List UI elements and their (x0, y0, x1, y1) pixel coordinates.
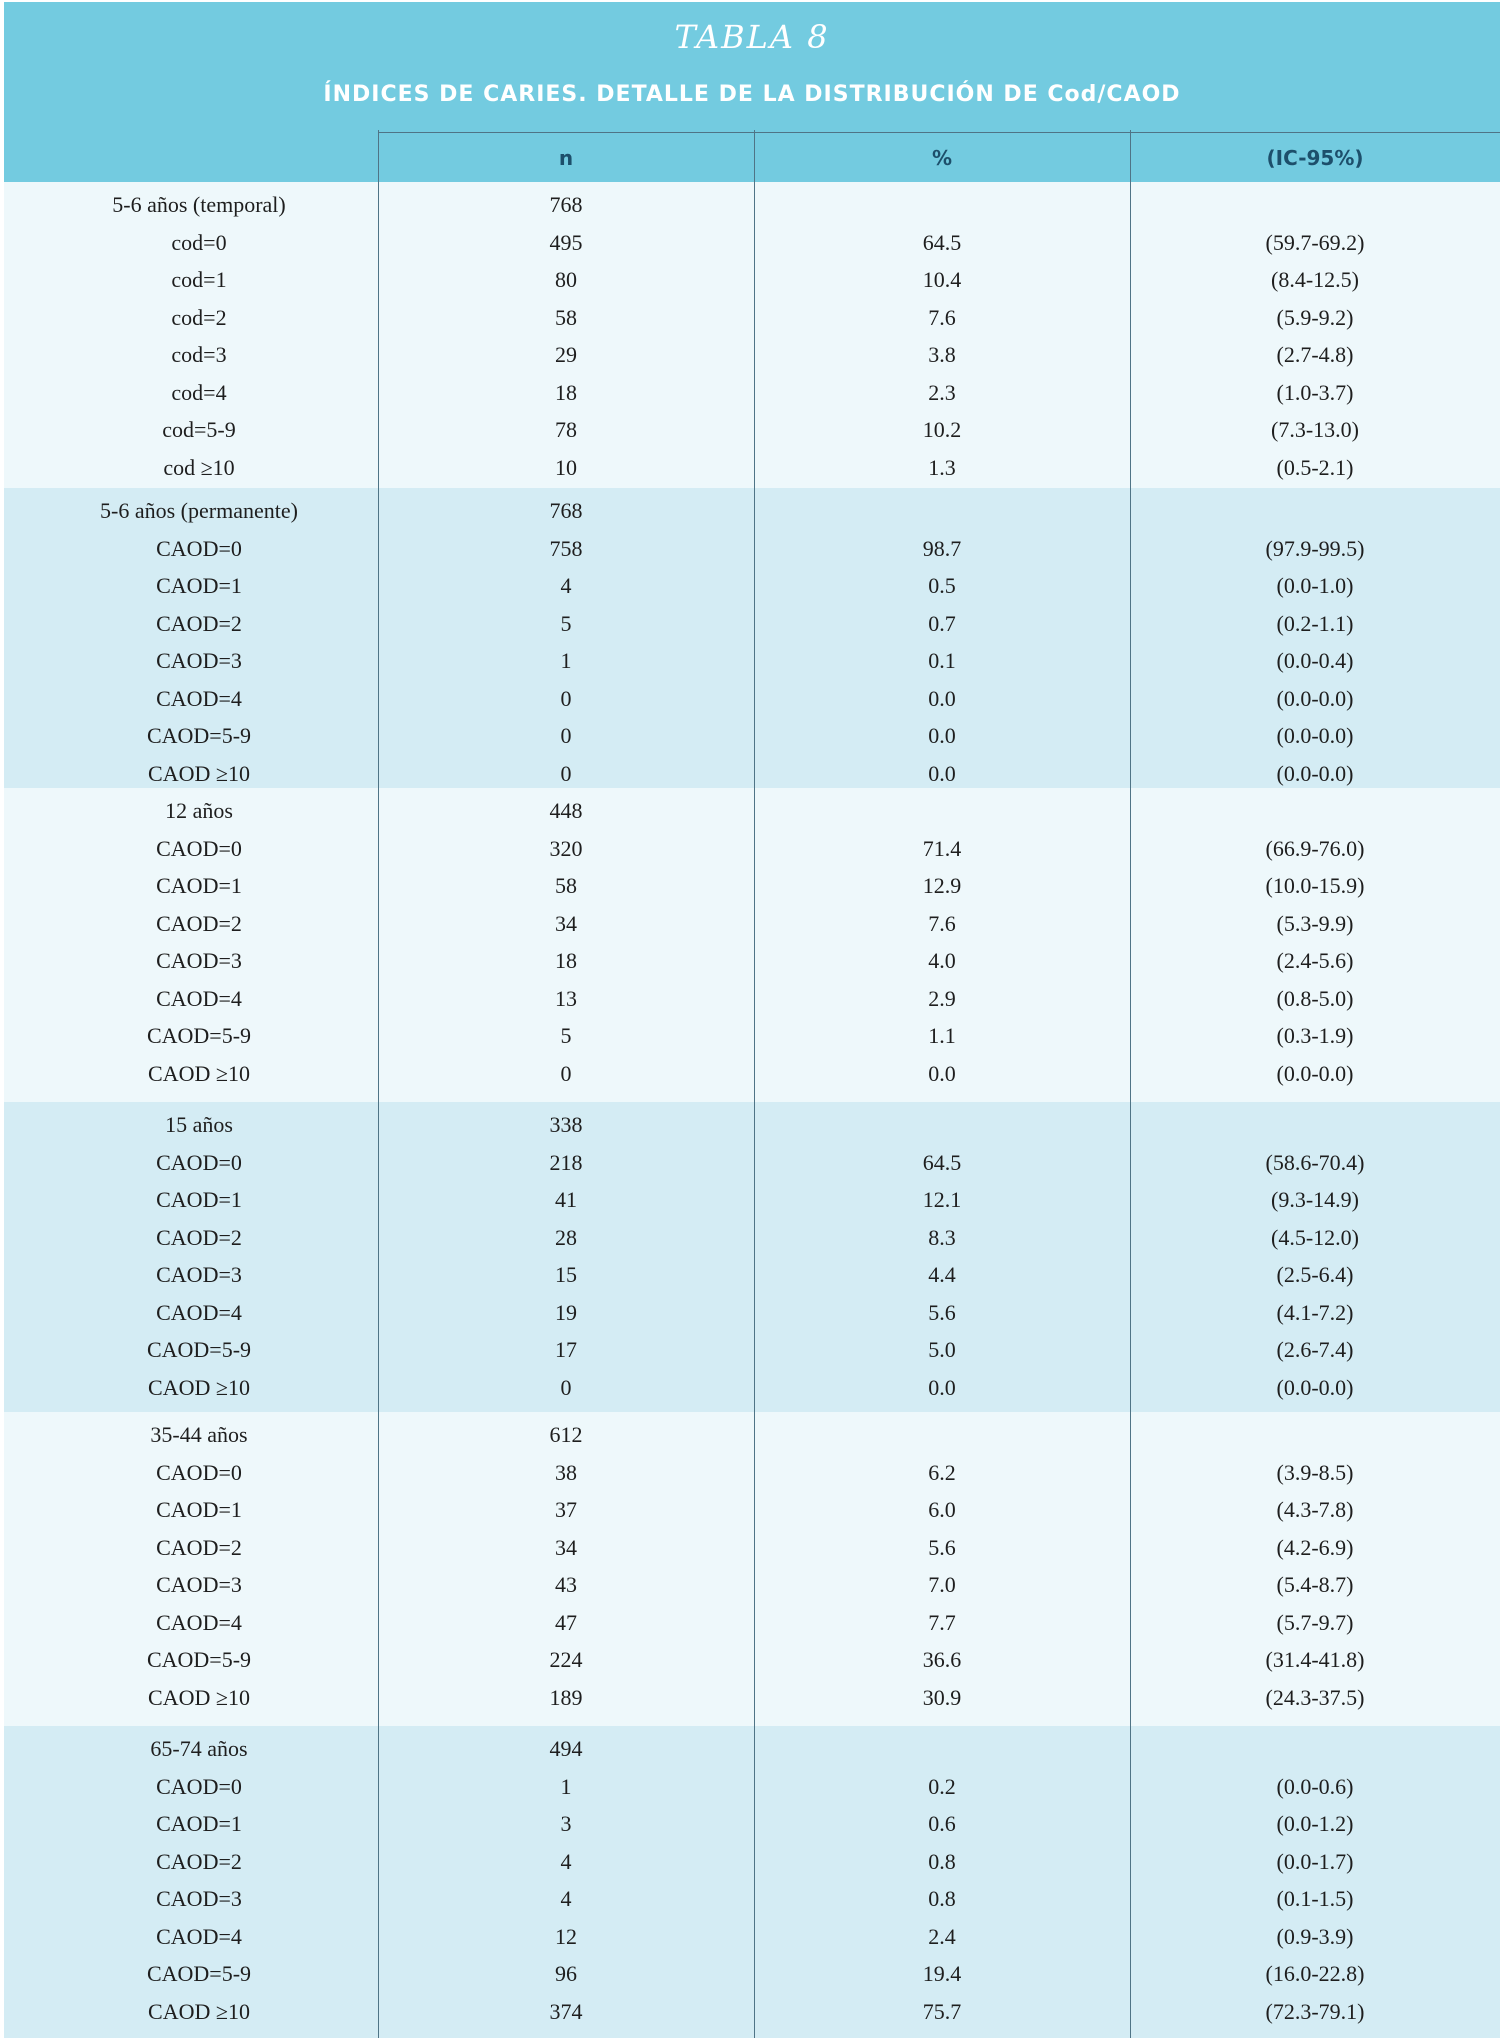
cell-ci: (0.0-1.0) (1276, 573, 1354, 598)
row-label: CAOD=4 (156, 985, 242, 1011)
cell-percent: 0.1 (928, 648, 956, 673)
cell-n: 4 (560, 1848, 572, 1874)
table-row (4, 1880, 1500, 1918)
cell-n: 78 (555, 417, 577, 442)
cell-n: 15 (555, 1262, 577, 1287)
row-label: 65-74 años (150, 1736, 248, 1761)
cell-n: 12 (555, 1923, 577, 1949)
cell-n: 10 (555, 454, 577, 480)
cell-percent: 7.7 (928, 1609, 956, 1635)
table-row (4, 1017, 1500, 1055)
table-row (4, 1641, 1500, 1679)
row-label: CAOD=1 (156, 573, 242, 598)
cell-percent: 3.8 (928, 342, 956, 367)
cell-percent: 71.4 (922, 835, 962, 861)
cell-percent: 64.5 (922, 229, 962, 255)
cell-ci: (0.1-1.5) (1276, 1886, 1354, 1911)
cell-n: 96 (555, 1961, 577, 1986)
cell-n: 0 (560, 1374, 572, 1400)
cell-percent: 1.1 (928, 1023, 956, 1048)
cell-n: 5 (560, 1023, 572, 1048)
table-row (4, 1805, 1500, 1843)
row-label: CAOD=1 (156, 1497, 242, 1522)
cell-ci: (16.0-22.8) (1265, 1961, 1365, 1986)
cell-ci: (0.2-1.1) (1276, 610, 1354, 636)
table-body (4, 182, 1500, 2038)
cell-ci: (0.0-0.4) (1276, 648, 1354, 673)
row-label: CAOD=5-9 (146, 723, 252, 748)
cell-n: 19 (555, 1299, 577, 1325)
table-row (4, 567, 1500, 605)
cell-ci: (24.3-37.5) (1265, 1684, 1365, 1710)
cell-n: 1 (560, 648, 572, 673)
cell-ci: (0.0-0.0) (1276, 760, 1354, 786)
header-divider (378, 132, 1500, 133)
table-row (4, 1679, 1500, 1717)
row-label: cod=0 (171, 229, 227, 255)
row-label: CAOD=3 (156, 1886, 242, 1911)
group-header-row (4, 1106, 1500, 1144)
cell-percent: 0.2 (928, 1773, 956, 1799)
cell-n: 13 (555, 985, 577, 1011)
cell-ci: (5.4-8.7) (1276, 1572, 1354, 1597)
cell-n: 80 (555, 267, 577, 292)
row-label: CAOD=3 (156, 648, 242, 673)
cell-n: 448 (549, 798, 583, 823)
table-row (4, 1181, 1500, 1219)
row-group (4, 788, 1500, 1102)
cell-percent: 12.9 (922, 873, 962, 898)
column-divider (754, 130, 755, 2038)
row-label: CAOD ≥10 (148, 1998, 250, 2024)
row-label: CAOD=1 (156, 1187, 242, 1212)
cell-ci: (0.0-0.0) (1276, 1374, 1354, 1400)
row-group (4, 1726, 1500, 2038)
cell-n: 1 (560, 1773, 572, 1799)
cell-ci: (8.4-12.5) (1271, 267, 1359, 292)
table-row (4, 1604, 1500, 1642)
table-row (4, 905, 1500, 943)
cell-n: 494 (549, 1736, 583, 1761)
group-header-row (4, 186, 1500, 224)
cell-ci: (7.3-13.0) (1271, 417, 1359, 442)
cell-percent: 6.0 (928, 1497, 956, 1522)
cell-percent: 12.1 (922, 1187, 962, 1212)
cell-ci: (2.5-6.4) (1276, 1262, 1354, 1287)
cell-ci: (31.4-41.8) (1265, 1647, 1365, 1672)
row-label: CAOD=0 (156, 535, 242, 561)
table-header (4, 2, 1500, 182)
table-row (4, 1843, 1500, 1881)
row-label: CAOD=0 (156, 835, 242, 861)
cell-percent: 0.0 (928, 1060, 956, 1086)
row-label: CAOD ≥10 (148, 1060, 250, 1086)
row-label: CAOD=4 (156, 1923, 242, 1949)
cell-n: 768 (549, 192, 583, 217)
table-row (4, 717, 1500, 755)
table-row (4, 530, 1500, 568)
cell-n: 0 (560, 685, 572, 711)
row-label: cod=1 (171, 267, 227, 292)
cell-ci: (0.0-1.2) (1276, 1811, 1354, 1836)
cell-percent: 8.3 (928, 1224, 956, 1250)
table-row (4, 1529, 1500, 1567)
cell-ci: (2.7-4.8) (1276, 342, 1354, 367)
row-label: CAOD=1 (156, 1811, 242, 1836)
cell-percent: 0.0 (928, 685, 956, 711)
table-row (4, 336, 1500, 374)
cell-n: 0 (560, 1060, 572, 1086)
row-label: 15 años (165, 1112, 233, 1137)
table-row (4, 1055, 1500, 1093)
table-row (4, 1331, 1500, 1369)
cell-percent: 19.4 (922, 1961, 962, 1986)
row-label: 35-44 años (150, 1422, 248, 1447)
cell-ci: (0.0-0.0) (1276, 723, 1354, 748)
cell-percent: 5.0 (928, 1337, 956, 1362)
cell-ci: (0.0-0.0) (1276, 1060, 1354, 1086)
cell-ci: (0.3-1.9) (1276, 1023, 1354, 1048)
row-label: CAOD ≥10 (148, 760, 250, 786)
cell-n: 47 (555, 1609, 577, 1635)
row-label: 5-6 años (temporal) (112, 192, 286, 217)
row-label: cod=2 (171, 304, 227, 330)
row-label: CAOD=2 (156, 1848, 242, 1874)
table-row (4, 1256, 1500, 1294)
cell-percent: 98.7 (922, 535, 962, 561)
cell-percent: 7.0 (928, 1572, 956, 1597)
table-row (4, 605, 1500, 643)
cell-n: 18 (555, 379, 577, 405)
table-row (4, 1454, 1500, 1492)
cell-n: 374 (549, 1998, 583, 2024)
cell-percent: 10.2 (922, 417, 962, 442)
cell-ci: (0.5-2.1) (1276, 454, 1354, 480)
row-group (4, 1102, 1500, 1412)
row-label: CAOD ≥10 (148, 1684, 250, 1710)
table-row (4, 299, 1500, 337)
column-header-percent: % (931, 146, 953, 170)
table-row (4, 1566, 1500, 1604)
cell-percent: 0.0 (928, 760, 956, 786)
cell-percent: 5.6 (928, 1299, 956, 1325)
cell-ci: (4.2-6.9) (1276, 1534, 1354, 1560)
cell-ci: (9.3-14.9) (1271, 1187, 1359, 1212)
row-label: CAOD=4 (156, 1299, 242, 1325)
cell-ci: (4.5-12.0) (1271, 1224, 1359, 1250)
table-row (4, 1144, 1500, 1182)
row-label: 12 años (165, 798, 233, 823)
table-row (4, 1993, 1500, 2031)
column-divider (378, 130, 379, 2038)
table-row (4, 224, 1500, 262)
column-header-n: n (558, 146, 574, 170)
cell-percent: 0.6 (928, 1811, 956, 1836)
table-row (4, 1955, 1500, 1993)
cell-percent: 0.8 (928, 1848, 956, 1874)
cell-ci: (0.0-1.7) (1276, 1848, 1354, 1874)
table-row (4, 1294, 1500, 1332)
column-header-row (4, 132, 1500, 184)
cell-percent: 4.0 (928, 948, 956, 973)
cell-ci: (5.9-9.2) (1276, 304, 1354, 330)
cell-percent: 2.9 (928, 985, 956, 1011)
row-label: 5-6 años (permanente) (100, 498, 298, 523)
table-row (4, 1918, 1500, 1956)
row-label: CAOD=2 (156, 910, 242, 936)
row-label: CAOD=5-9 (146, 1647, 252, 1672)
cell-percent: 0.8 (928, 1886, 956, 1911)
cell-ci: (0.9-3.9) (1276, 1923, 1354, 1949)
cell-percent: 0.0 (928, 1374, 956, 1400)
table-row (4, 980, 1500, 1018)
cell-ci: (2.6-7.4) (1276, 1337, 1354, 1362)
cell-n: 612 (549, 1422, 583, 1447)
table-row (4, 374, 1500, 412)
row-group (4, 488, 1500, 788)
cell-n: 4 (560, 1886, 572, 1911)
cell-n: 41 (555, 1187, 577, 1212)
row-label: cod=4 (171, 379, 227, 405)
cell-n: 0 (560, 760, 572, 786)
cell-percent: 0.5 (928, 573, 956, 598)
cell-n: 0 (560, 723, 572, 748)
table-row (4, 1369, 1500, 1407)
row-label: CAOD=3 (156, 948, 242, 973)
cell-n: 4 (560, 573, 572, 598)
row-label: CAOD=5-9 (146, 1337, 252, 1362)
table-row (4, 1219, 1500, 1257)
cell-n: 43 (555, 1572, 577, 1597)
group-header-row (4, 792, 1500, 830)
cell-ci: (5.3-9.9) (1276, 910, 1354, 936)
cell-ci: (0.0-0.6) (1276, 1773, 1354, 1799)
cell-n: 758 (549, 535, 583, 561)
cell-ci: (1.0-3.7) (1276, 379, 1354, 405)
table-row (4, 1768, 1500, 1806)
table-row (4, 1491, 1500, 1529)
table-row (4, 642, 1500, 680)
cell-n: 37 (555, 1497, 577, 1522)
cell-ci: (4.3-7.8) (1276, 1497, 1354, 1522)
table-row (4, 680, 1500, 718)
table-subtitle: ÍNDICES DE CARIES. DETALLE DE LA DISTRIBUCIÓN DE Cod/CAOD (323, 82, 1181, 107)
cell-ci: (5.7-9.7) (1276, 1609, 1354, 1635)
row-label: CAOD=0 (156, 1149, 242, 1175)
cell-ci: (0.0-0.0) (1276, 685, 1354, 711)
cell-percent: 64.5 (922, 1149, 962, 1175)
cell-percent: 30.9 (922, 1684, 962, 1710)
cell-percent: 5.6 (928, 1534, 956, 1560)
cell-percent: 7.6 (928, 910, 956, 936)
row-label: CAOD ≥10 (148, 1374, 250, 1400)
row-label: CAOD=5-9 (146, 1961, 252, 1986)
cell-percent: 6.2 (928, 1459, 956, 1485)
cell-n: 29 (555, 342, 577, 367)
table-row (4, 867, 1500, 905)
cell-percent: 7.6 (928, 304, 956, 330)
cell-n: 34 (555, 1534, 577, 1560)
cell-n: 189 (549, 1684, 583, 1710)
row-label: CAOD=1 (156, 873, 242, 898)
cell-n: 34 (555, 910, 577, 936)
cell-percent: 2.3 (928, 379, 956, 405)
cell-ci: (72.3-79.1) (1265, 1998, 1365, 2024)
row-label: CAOD=3 (156, 1262, 242, 1287)
row-label: CAOD=2 (156, 1224, 242, 1250)
cell-ci: (0.8-5.0) (1276, 985, 1354, 1011)
row-group (4, 1412, 1500, 1726)
cell-percent: 75.7 (922, 1998, 962, 2024)
row-label: CAOD=4 (156, 1609, 242, 1635)
cell-n: 3 (560, 1811, 572, 1836)
row-label: CAOD=2 (156, 1534, 242, 1560)
cell-percent: 0.0 (928, 723, 956, 748)
cell-n: 338 (549, 1112, 583, 1137)
cell-n: 5 (560, 610, 572, 636)
cell-percent: 4.4 (928, 1262, 956, 1287)
cell-n: 58 (555, 873, 577, 898)
row-label: cod ≥10 (163, 454, 235, 480)
cell-n: 28 (555, 1224, 577, 1250)
cell-percent: 0.7 (928, 610, 956, 636)
cell-ci: (58.6-70.4) (1265, 1149, 1365, 1175)
cell-n: 218 (549, 1149, 583, 1175)
cell-n: 768 (549, 498, 583, 523)
cell-percent: 1.3 (928, 454, 956, 480)
row-label: CAOD=0 (156, 1459, 242, 1485)
cell-percent: 10.4 (922, 267, 962, 292)
cell-ci: (66.9-76.0) (1265, 835, 1365, 861)
row-label: cod=3 (171, 342, 227, 367)
table-row (4, 411, 1500, 449)
cell-percent: 36.6 (922, 1647, 962, 1672)
row-label: CAOD=2 (156, 610, 242, 636)
table-row (4, 449, 1500, 487)
cell-percent: 2.4 (928, 1923, 956, 1949)
cell-ci: (10.0-15.9) (1265, 873, 1365, 898)
cell-ci: (97.9-99.5) (1265, 535, 1365, 561)
column-header-ci: (IC-95%) (1266, 146, 1364, 170)
cell-n: 320 (549, 835, 583, 861)
cell-n: 17 (555, 1337, 577, 1362)
group-header-row (4, 1730, 1500, 1768)
cell-n: 38 (555, 1459, 577, 1485)
table-row (4, 261, 1500, 299)
row-group (4, 182, 1500, 488)
cell-ci: (3.9-8.5) (1276, 1459, 1354, 1485)
group-header-row (4, 492, 1500, 530)
cell-ci: (2.4-5.6) (1276, 948, 1354, 973)
table-row (4, 755, 1500, 793)
row-label: CAOD=0 (156, 1773, 242, 1799)
row-label: CAOD=4 (156, 685, 242, 711)
table-row (4, 942, 1500, 980)
cell-n: 495 (549, 229, 583, 255)
row-label: cod=5-9 (162, 417, 236, 442)
group-header-row (4, 1416, 1500, 1454)
table-row (4, 830, 1500, 868)
column-divider (1130, 130, 1131, 2038)
cell-n: 18 (555, 948, 577, 973)
cell-n: 224 (549, 1647, 583, 1672)
cell-ci: (59.7-69.2) (1265, 229, 1365, 255)
cell-n: 58 (555, 304, 577, 330)
cell-ci: (4.1-7.2) (1276, 1299, 1354, 1325)
table-title: TABLA 8 (674, 18, 830, 56)
row-label: CAOD=5-9 (146, 1023, 252, 1048)
row-label: CAOD=3 (156, 1572, 242, 1597)
